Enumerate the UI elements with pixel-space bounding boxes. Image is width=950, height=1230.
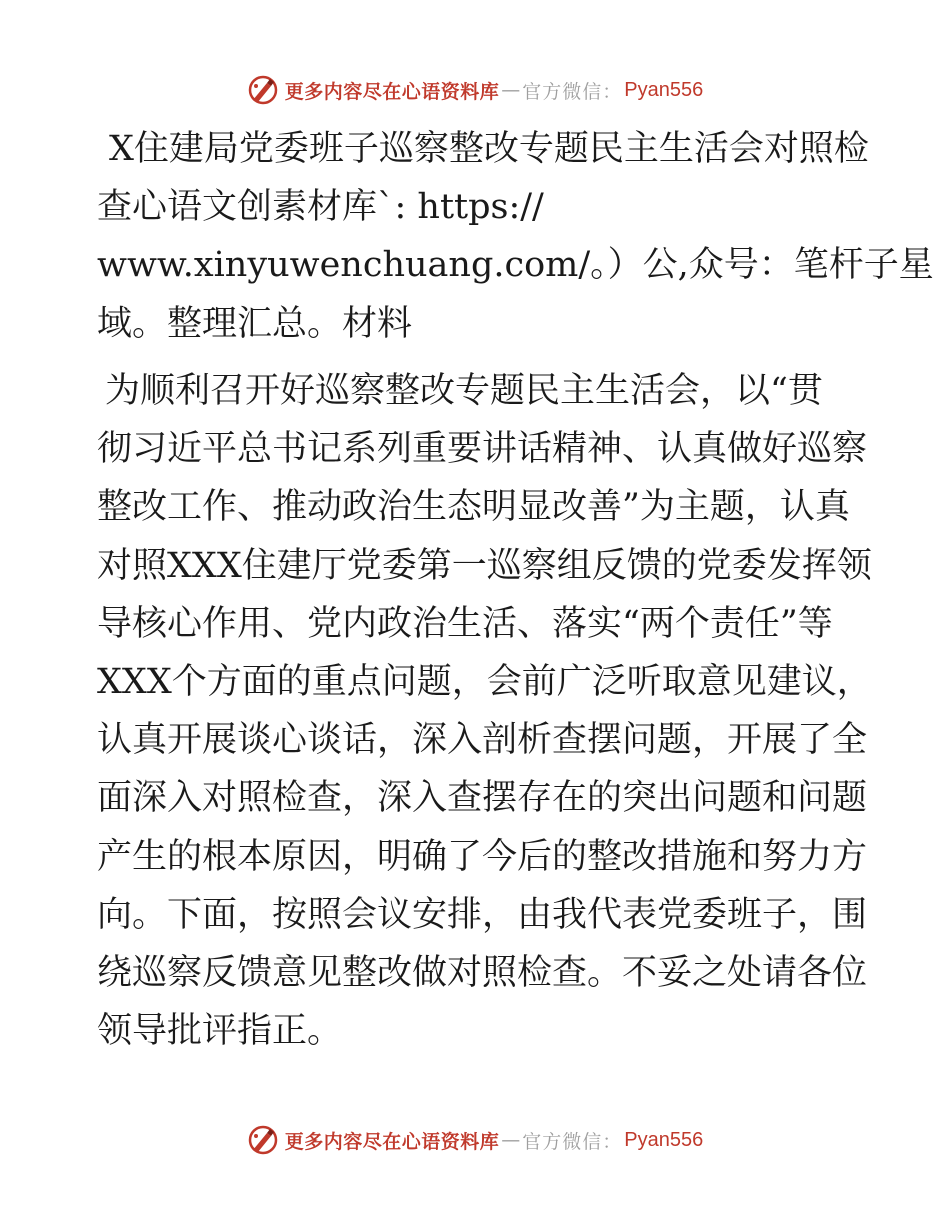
- banner-dash: —: [501, 1129, 521, 1151]
- banner-official-label: 官方微信：: [522, 80, 623, 103]
- body-line: 领导批评指正。: [97, 1011, 343, 1052]
- title-line: www.xinyuwenchuang.com/。）公,众号：笔杆子星: [97, 245, 934, 286]
- title-line: 域。整理汇总。材料: [97, 303, 413, 344]
- body-line: 认真开展谈心谈话，深入剖析查摆问题，开展了全: [97, 720, 868, 761]
- body-line: 整改工作、推动政治生态明显改善”为主题，认真: [97, 487, 850, 528]
- header-banner: [0, 70, 950, 110]
- pen-logo-icon: [247, 1124, 279, 1156]
- banner-official-label: 官方微信：: [522, 1130, 623, 1153]
- body-line: 向。下面，按照会议安排，由我代表党委班子，围: [97, 894, 868, 935]
- body-line: 彻习近平总书记系列重要讲话精神、认真做好巡察: [97, 429, 868, 470]
- banner-slogan: 更多内容尽在心语资料库: [284, 80, 500, 103]
- title-line: X住建局党委班子巡察整改专题民主生活会对照检: [109, 129, 869, 169]
- body-line: 绕巡察反馈意见整改做对照检查。不妥之处请各位: [97, 952, 868, 993]
- pen-logo-icon: [247, 74, 279, 106]
- document-body-paragraph: [97, 362, 872, 1060]
- document-title: [97, 120, 934, 353]
- title-line: 查心语文创素材库`: https://: [97, 187, 544, 228]
- banner-wechat-id: Pyan556: [624, 1128, 704, 1151]
- body-line: 面深入对照检查，深入查摆存在的突出问题和问题: [97, 778, 868, 819]
- body-line: XXX个方面的重点问题，会前广泛听取意见建议，: [97, 661, 872, 702]
- banner-slogan: 更多内容尽在心语资料库: [284, 1130, 500, 1153]
- body-line: 对照XXX住建厅党委第一巡察组反馈的党委发挥领: [97, 545, 872, 586]
- banner-wechat-id: Pyan556: [624, 78, 704, 101]
- body-line: 导核心作用、党内政治生活、落实“两个责任”等: [97, 603, 833, 644]
- footer-banner: [0, 1120, 950, 1160]
- body-line: 为顺利召开好巡察整改专题民主生活会，以“贯: [105, 371, 823, 411]
- banner-dash: —: [501, 79, 521, 101]
- body-line: 产生的根本原因，明确了今后的整改措施和努力方: [97, 836, 868, 877]
